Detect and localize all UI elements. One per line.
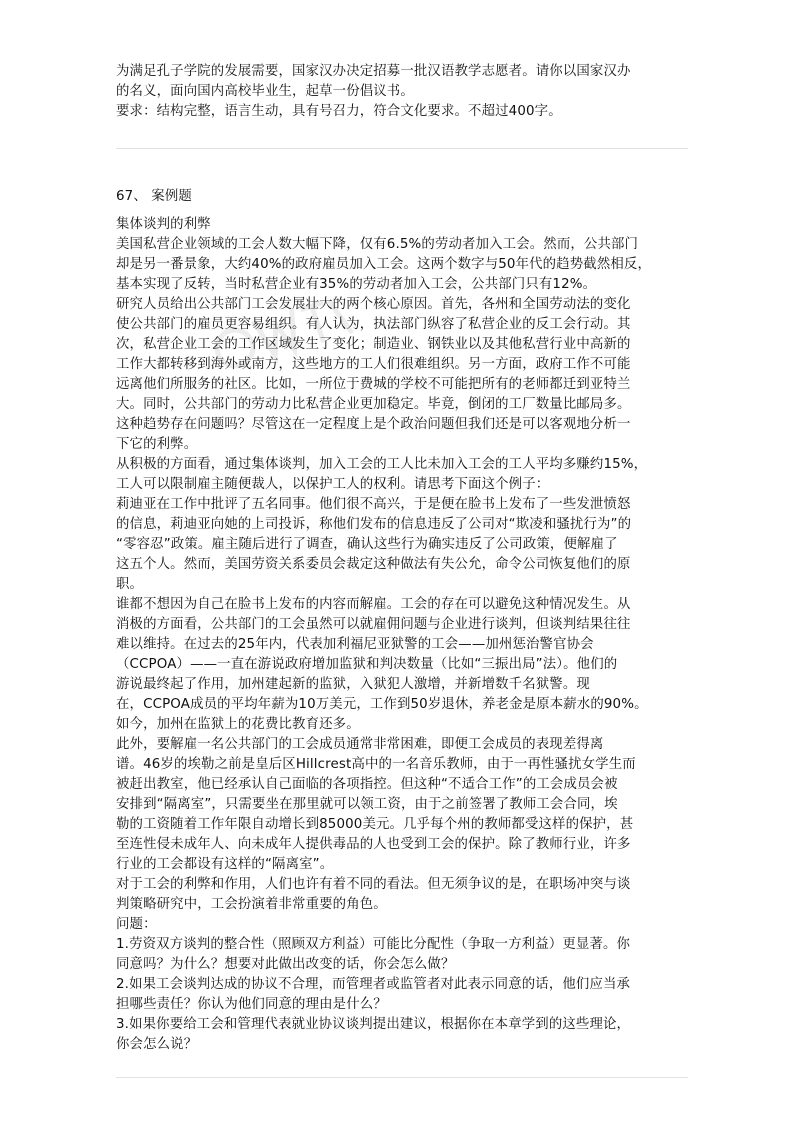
body-text-line: 同意吗？为什么？想要对此做出改变的话，你会怎么做？: [116, 957, 455, 972]
body-text-line: 工作大都转移到海外或南方，这些地方的工人们很难组织。另一方面，政府工作不可能: [116, 357, 631, 372]
body-text-line: 工人可以限制雇主随便裁人，以保护工人的权利。请思考下面这个例子：: [116, 477, 550, 492]
body-text-line: 莉迪亚在工作中批评了五名同事。他们很不高兴，于是便在脸书上发布了一些发泄愤怒: [116, 497, 631, 512]
body-text-line: 被赶出教室，他已经承认自己面临的各项指控。但这种“不适合工作”的工会成员会被: [116, 777, 618, 792]
body-text-line: 职。: [116, 577, 144, 592]
divider-top: [116, 148, 688, 149]
body-text-line: 担哪些责任？你认为他们同意的理由是什么？: [116, 997, 387, 1012]
body-text-line: 谱。46岁的埃勒之前是皇后区Hillcrest高中的一名音乐教师，由于一再性骚扰女学生而: [116, 757, 636, 772]
body-text-line: 远离他们所服务的社区。比如，一所位于费城的学校不可能把所有的老师都迁到亚特兰: [116, 377, 631, 392]
body-text-line: 这五个人。然而，美国劳资关系委员会裁定这种做法有失公允，命令公司恢复他们的原: [116, 557, 631, 572]
body-text-line: 如今，加州在监狱上的花费比教育还多。: [116, 717, 360, 732]
body-text-line: 的信息，莉迪亚向她的上司投诉，称他们发布的信息违反了公司对“欺凌和骚扰行为”的: [116, 517, 632, 532]
question-heading: 67、 案例题: [116, 189, 192, 204]
body-text-line: 至连性侵未成年人、向未成年人提供毒品的人也受到工会的保护。除了教师行业，许多: [116, 837, 631, 852]
body-text-line: （CCPOA）——一直在游说政府增加监狱和判决数量（比如“三振出局”法）。他们的: [116, 657, 618, 672]
body-text-line: 使公共部门的雇员更容易组织。有人认为，执法部门纵容了私营企业的反工会行动。其: [116, 317, 631, 332]
body-text-line: 消极的方面看，公共部门的工会虽然可以就雇佣问题与企业进行谈判，但谈判结果往往: [116, 617, 631, 632]
body-text-line: 1.劳资双方谈判的整合性（照顾双方利益）可能比分配性（争取一方利益）更显著。你: [116, 937, 631, 952]
body-text-line: 对于工会的利弊和作用，人们也许有着不同的看法。但无须争议的是，在职场冲突与谈: [116, 877, 631, 892]
body-text-line: 3.如果你要给工会和管理代表就业协议谈判提出建议，根据你在本章学到的这些理论，: [116, 1017, 631, 1032]
body-text-line: 基本实现了反转，当时私营企业有35%的劳动者加入工会，公共部门只有12%。: [116, 277, 597, 292]
body-text-line: 研究人员给出公共部门工会发展壮大的两个核心原因。首先，各州和全国劳动法的变化: [116, 297, 631, 312]
body-text-line: 问题：: [116, 917, 157, 932]
body-text-line: 次，私营企业工会的工作区域发生了变化；制造业、钢铁业以及其他私营行业中高新的: [116, 337, 631, 352]
body-text-line: 却是另一番景象，大约40%的政府雇员加入工会。这两个数字与50年代的趋势截然相反，: [116, 257, 652, 272]
body-text-line: 此外，要解雇一名公共部门的工会成员通常非常困难，即便工会成员的表现差得离: [116, 737, 604, 752]
intro-text-line: 为满足孔子学院的发展需要，国家汉办决定招募一批汉语教学志愿者。请你以国家汉办: [116, 64, 631, 79]
body-text-line: 难以维持。在过去的25年内，代表加利福尼亚狱警的工会——加州惩治警官协会: [116, 637, 594, 652]
body-text-line: 集体谈判的利弊: [116, 217, 211, 232]
intro-text-line: 的名义，面向国内高校毕业生，起草一份倡议书。: [116, 84, 414, 99]
intro-block: [116, 62, 688, 122]
divider-bottom: [116, 1077, 688, 1078]
body-text-line: 判策略研究中，工会扮演着非常重要的角色。: [116, 897, 387, 912]
body-text-line: 从积极的方面看，通过集体谈判，加入工会的工人比未加入工会的工人平均多赚约15%，: [116, 457, 648, 472]
body-text-line: “零容忍”政策。雇主随后进行了调查，确认这些行为确实违反了公司政策，便解雇了: [116, 537, 618, 552]
body-text-line: 大。同时，公共部门的劳动力比私营企业更加稳定。毕竟，倒闭的工厂数量比邮局多。: [116, 397, 631, 412]
body-text-line: 谁都不想因为自己在脸书上发布的内容而解雇。工会的存在可以避免这种情况发生。从: [116, 597, 631, 612]
body-text-line: 游说最终起了作用，加州建起新的监狱，入狱犯人激增，并新增数千名狱警。现: [116, 677, 590, 692]
body-text-line: 美国私营企业领域的工会人数大幅下降，仅有6.5%的劳动者加入工会。然而，公共部门: [116, 237, 639, 252]
body-text-line: 安排到“隔离室”，只需要坐在那里就可以领工资，由于之前签署了教师工会合同，埃: [116, 797, 618, 812]
intro-text-line: 要求：结构完整，语言生动，具有号召力，符合文化要求。不超过400字。: [116, 104, 562, 119]
body-text-line: 下它的利弊。: [116, 437, 198, 452]
body-text-line: 勒的工资随着工作年限自动增长到85000美元。几乎每个州的教师都受这样的保护，甚: [116, 817, 634, 832]
body-text-line: 这种趋势存在问题吗？尽管这在一定程度上是个政治问题但我们还是可以客观地分析一: [116, 417, 631, 432]
body-text-line: 2.如果工会谈判达成的协议不合理，而管理者或监管者对此表示同意的话，他们应当承: [116, 977, 631, 992]
body-text-line: 行业的工会都设有这样的“隔离室”。: [116, 857, 334, 872]
body-text-line: 你会怎么说？: [116, 1037, 198, 1052]
body-text-line: 在，CCPOA成员的平均年薪为10万美元，工作到50岁退休，养老金是原本薪水的90%。: [116, 697, 648, 712]
case-study-body: [116, 215, 688, 1055]
document-page: [116, 62, 688, 1078]
